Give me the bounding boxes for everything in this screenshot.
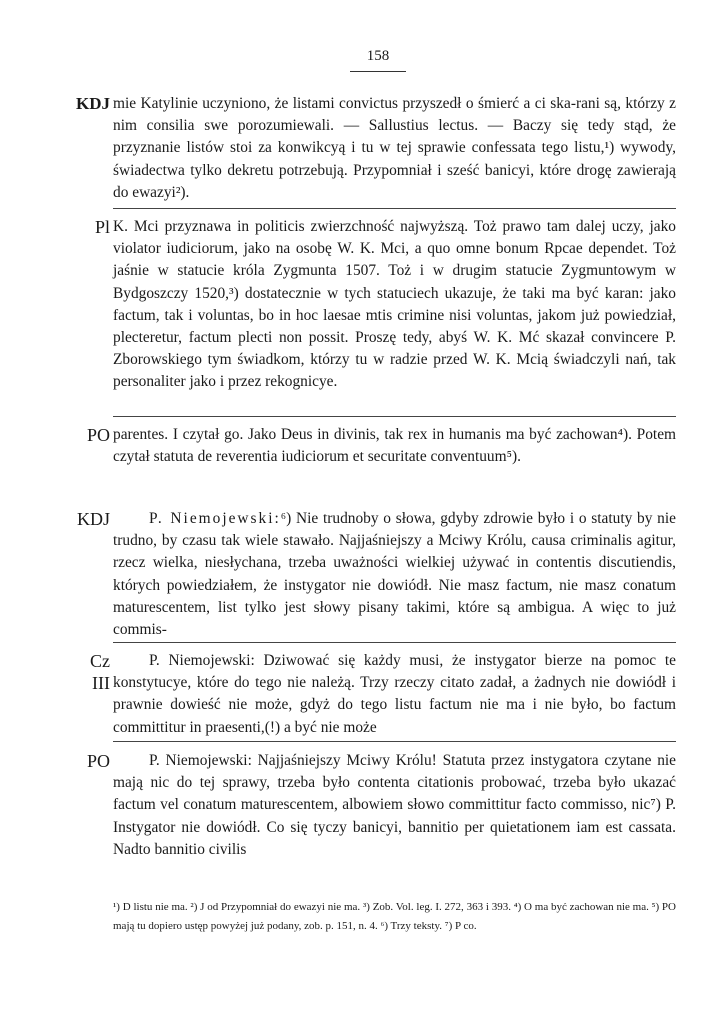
section-siglum (70, 650, 110, 694)
speaker-text: ⁶) Nie trudnoby o słowa, gdyby zdrowie było i o statuty by nie trudno, by czasu tak wiele stawało. Najjaśniejszy a Mciwy Królu, causa criminalis agitur, rzecz wielka, niesłychana, trzeba uważności wielkiej używać in contentis discutiendis, których powiedziałem, że instygator nie dowiódł. Nie masz factum, nie masz conatum maturescentem, list tylko jest słowy pisany takimi, które są ambigua. A więc to już commis- (113, 510, 676, 639)
page-number: 158 (366, 48, 390, 64)
section-divider (113, 416, 676, 417)
section-divider (113, 741, 676, 742)
section-paragraph: P. Niemojewski: Najjaśniejszy Mciwy Królu! Statuta przez instygatora czytane nie mają nic do tej sprawy, trzeba było contenta citationis probować, trzeba było ukazać factum vel conatum maturescentem, albowiem słowo committitur facto commisso, nic⁷) P. Instygator nie dowiódł. Co się tyczy banicyi, bannitio per quietationem iam est cassata. Nadto bannitio civilis (113, 752, 676, 858)
section-siglum-line: III (92, 673, 110, 693)
section-paragraph (113, 508, 676, 641)
section-text (113, 650, 676, 739)
section-paragraph: K. Mci przyznawa in politicis zwierzchność najwyższą. Toż prawo tam dalej uczy, jako violator iudiciorum, jako na osobę W. K. Mci, a quo omne bonum Rpcae dependet. Toż jaśnie w statucie króla Zygmunta 1507. Toż i w drugim statucie Zygmuntowym w Bydgoszczy 1520,³) dostatecznie w tych statuciech ukazuje, że taki ma być karan: jako factum, tak i voluntas, bo in hoc laesae mtis crimine nisi voluntas, jakom już powiedział, plecteretur, factum plecti non possit. Proszę tedy, abyś W. K. Mć skazał convincere P. Zborowskiego tym świadkom, którzy tu w radzie przed W. K. Mcią świadczyli nań, tak personaliter jako i przez rekognicye. (113, 218, 676, 391)
page-number-rule (350, 71, 406, 72)
section-divider (113, 208, 676, 209)
footnotes-text: ¹) D listu nie ma. ²) J od Przypomniał do ewazyi nie ma. ³) Zob. Vol. leg. I. 272, 363 i 393. ⁴) O ma być zachowan nie ma. ⁵) PO mają tu dopiero ustęp powyżej już podany, zob. p. 151, n. 4. ⁶) Trzy teksty. ⁷) P co. (113, 901, 676, 932)
section-divider (113, 642, 676, 643)
section-text (113, 93, 676, 204)
section-siglum: Pl (94, 217, 110, 237)
speaker-name: P. Niemojewski: (149, 510, 281, 527)
section-siglum: KDJ (76, 509, 110, 529)
section-paragraph: P. Niemojewski: Dziwować się każdy musi, że instygator bierze na pomoc te konstytucye, które do tego nie należą. Trzy rzeczy citato zadał, a żadnych nie dowiódł i prawnie dowieść nie może, gdyż do tego listu factum nie ma i nie było, bo factum committitur in praesenti,(!) a być nie może (113, 652, 676, 736)
section-text (113, 508, 676, 641)
section-text (113, 216, 676, 394)
section-text (113, 750, 676, 861)
section-siglum-line: Cz (90, 651, 110, 671)
section-siglum: KDJ (76, 94, 110, 113)
section-siglum: PO (86, 751, 110, 771)
section-paragraph: parentes. I czytał go. Jako Deus in divinis, tak rex in humanis ma być zachowan⁴). Potem czytał statuta de reverentia iudiciorum et securitate conventuum⁵). (113, 426, 676, 466)
section-siglum: PO (86, 425, 110, 445)
footnotes (113, 898, 676, 936)
section-paragraph: mie Katylinie uczyniono, że listami convictus przyszedł o śmierć a ci ska-rani są, którzy z nim consilia swe porozumiewali. — Sallustius lectus. — Baczy się tedy stąd, że przyznanie listów stoi za konwikcyą i tu w tej sprawie confessata tego listu,¹) wywody, świadectwa tylko dekretu potrzebują. Przypomniał i sześć banicyi, które drogę zawierają do ewazyi²). (113, 95, 676, 201)
section-text (113, 424, 676, 468)
